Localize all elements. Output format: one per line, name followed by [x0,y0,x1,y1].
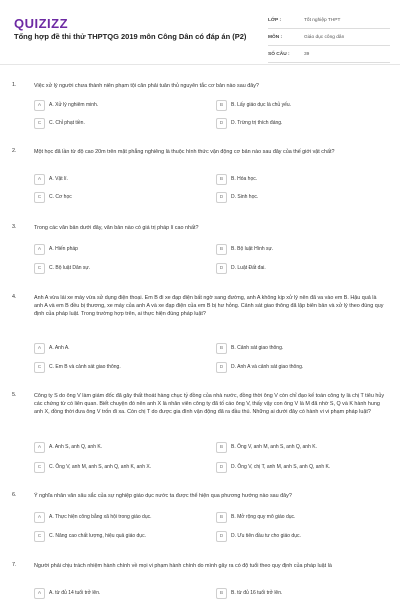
question-text: Ý nghĩa nhân văn sâu sắc của sự nghiệp giáo dục nước ta được thể hiện qua phương hướng nào sau đây? [34,493,292,499]
option-a[interactable] [34,588,194,599]
option-letter-box: A [34,343,45,354]
option-a[interactable] [34,442,194,453]
option-letter-box: B [216,442,227,453]
question-number: 6. [12,492,17,498]
meta-row-socau [268,46,390,63]
option-text: A. Vật lí. [49,176,68,182]
option-letter-box: D [216,362,227,373]
option-text: D. Trừng trị thích đáng. [231,120,283,126]
option-letter-box: D [216,462,227,473]
option-letter-box: B [216,244,227,255]
option-letter-box: D [216,118,227,129]
meta-key: MÔN : [268,34,283,40]
question-number: 3. [12,224,17,230]
option-b[interactable] [216,442,376,453]
option-letter-box: C [34,462,45,473]
option-c[interactable] [34,531,194,542]
question-item [12,392,388,482]
option-text: B. Mở rộng quy mô giáo dục. [231,514,296,520]
question-number: 1. [12,82,17,88]
question-text: Công ty S do ông V làm giám đốc đã gây thất thoát hàng chục tỷ đồng của nhà nước, đồng thời ông V còn chỉ đạo kế toán công ty là chị T tiêu hủy các chứng từ có liên quan. Biết chuyện đó nên anh X là nhân viên công ty đã tố cáo ông V, thấy vậy con ông V là M đã nhờ S, Q và K hành hung anh X, đồng thời đưa ông V trốn đi xa. Còn chị T do được gia đình vận động đã ra đầu thú. Những ai dưới đây có hành vi vi phạm pháp luật? [34,393,385,415]
option-text: D. Sinh học. [231,194,259,200]
meta-value: 39 [304,51,310,57]
question-item [12,562,388,598]
option-b[interactable] [216,512,376,523]
option-letter-box: A [34,174,45,185]
question-item [12,294,388,376]
option-b[interactable] [216,100,376,111]
option-a[interactable] [34,100,194,111]
option-c[interactable] [34,263,194,274]
option-text: C. Cơ học [49,194,72,200]
option-text: A. Xử lý nghiêm minh. [49,102,99,108]
option-c[interactable] [34,462,194,473]
option-text: C. Em B và cảnh sát giao thông. [49,364,121,370]
option-text: A. Anh A. [49,345,70,351]
option-b[interactable] [216,588,376,599]
page-header [0,0,400,70]
question-number: 5. [12,392,17,398]
option-a[interactable] [34,343,194,354]
question-item [12,82,388,132]
option-letter-box: B [216,343,227,354]
option-b[interactable] [216,343,376,354]
option-letter-box: B [216,512,227,523]
option-c[interactable] [34,192,194,203]
option-letter-box: B [216,174,227,185]
question-text: Trong các văn bản dưới đây, văn bản nào có giá trị pháp lí cao nhất? [34,225,199,231]
option-text: D. Anh A và cảnh sát giao thông. [231,364,304,370]
question-text: Người phải chịu trách nhiệm hành chính về mọi vi phạm hành chính do mình gây ra có độ tuổi theo quy định của pháp luật là [34,563,332,569]
option-text: B. Ông V, anh M, anh S, anh Q, anh K. [231,444,317,450]
option-d[interactable] [216,362,376,373]
meta-key: SỐ CÂU : [268,51,290,57]
option-c[interactable] [34,362,194,373]
header-divider [0,64,400,65]
meta-key: LỚP : [268,17,282,23]
meta-row-mon [268,29,390,46]
question-item [12,492,388,544]
option-text: B. Lấy giáo dục là chủ yếu. [231,102,292,108]
option-text: D. Ưu tiên đầu tư cho giáo dục. [231,533,301,539]
meta-row-lop [268,12,390,29]
option-letter-box: A [34,512,45,523]
option-d[interactable] [216,462,376,473]
option-d[interactable] [216,263,376,274]
question-number: 7. [12,562,17,568]
option-letter-box: D [216,192,227,203]
option-letter-box: B [216,100,227,111]
option-letter-box: A [34,442,45,453]
question-text: Anh A vừa lái xe máy vừa sử dụng điện thoại. Em B đi xe đạp điện bất ngờ sang đường, anh A không kịp xử lý nên đã va vào em B. Hậu quả là anh A và em B đều bị thương, xe máy của anh A và xe đạp điện của em B bị hư hỏng. Cảnh sát giao thông đã lập biên bản và xử lý theo đúng quy định của pháp luật. Trong trường hợp trên, ai thực hiện đúng pháp luật? [34,295,384,317]
option-text: C. Chỉ phạt tiền. [49,120,85,126]
option-text: A. Thực hiện công bằng xã hội trong giáo dục. [49,514,152,520]
option-text: B. Hóa học. [231,176,258,182]
quizizz-logo: QUIZIZZ [14,16,69,31]
option-letter-box: D [216,263,227,274]
question-number: 2. [12,148,17,154]
option-text: A. Anh S, anh Q, anh K. [49,444,103,450]
question-item [12,148,388,208]
option-letter-box: B [216,588,227,599]
meta-table [268,12,390,63]
question-item [12,224,388,276]
option-letter-box: A [34,244,45,255]
option-letter-box: C [34,118,45,129]
option-letter-box: C [34,192,45,203]
option-letter-box: D [216,531,227,542]
option-letter-box: C [34,263,45,274]
option-text: A. Hiến pháp [49,246,78,252]
option-d[interactable] [216,118,376,129]
option-text: C. Bộ luật Dân sự. [49,265,91,271]
option-a[interactable] [34,512,194,523]
meta-value: Tốt nghiệp THPT [304,17,341,23]
option-a[interactable] [34,174,194,185]
option-text: B. Bộ luật Hình sự. [231,246,274,252]
question-number: 4. [12,294,17,300]
option-b[interactable] [216,244,376,255]
option-letter-box: A [34,588,45,599]
option-d[interactable] [216,531,376,542]
meta-value: Giáo dục công dân [304,34,345,40]
option-text: B. từ đủ 16 tuổi trở lên. [231,590,283,596]
option-text: C. Nâng cao chất lượng, hiệu quả giáo dục. [49,533,146,539]
option-text: D. Luật Đất đai. [231,265,266,271]
document-title: Tổng hợp đề thi thử THPTQG 2019 môn Công Dân có đáp án (P2) [14,32,247,41]
option-d[interactable] [216,192,376,203]
option-a[interactable] [34,244,194,255]
option-c[interactable] [34,118,194,129]
option-letter-box: C [34,362,45,373]
option-letter-box: A [34,100,45,111]
question-text: Việc xử lý người chưa thành niên phạm tội căn phải tuân thủ nguyên tắc cơ bản nào sau đây? [34,83,259,89]
option-text: C. Ông V, anh M, anh S, anh Q, anh K, anh X. [49,464,152,470]
option-text: A. từ đủ 14 tuổi trở lên. [49,590,101,596]
option-letter-box: C [34,531,45,542]
option-b[interactable] [216,174,376,185]
question-text: Một học đã lần từ độ cao 20m trên mặt phẳng nghiêng là thuộc hình thức vận động cơ bản nào sau đây của thế giới vật chất? [34,149,335,155]
option-text: B. Cảnh sát giao thông. [231,345,284,351]
option-text: D. Ông V, chị T, anh M, anh S, anh Q, anh K. [231,464,331,470]
